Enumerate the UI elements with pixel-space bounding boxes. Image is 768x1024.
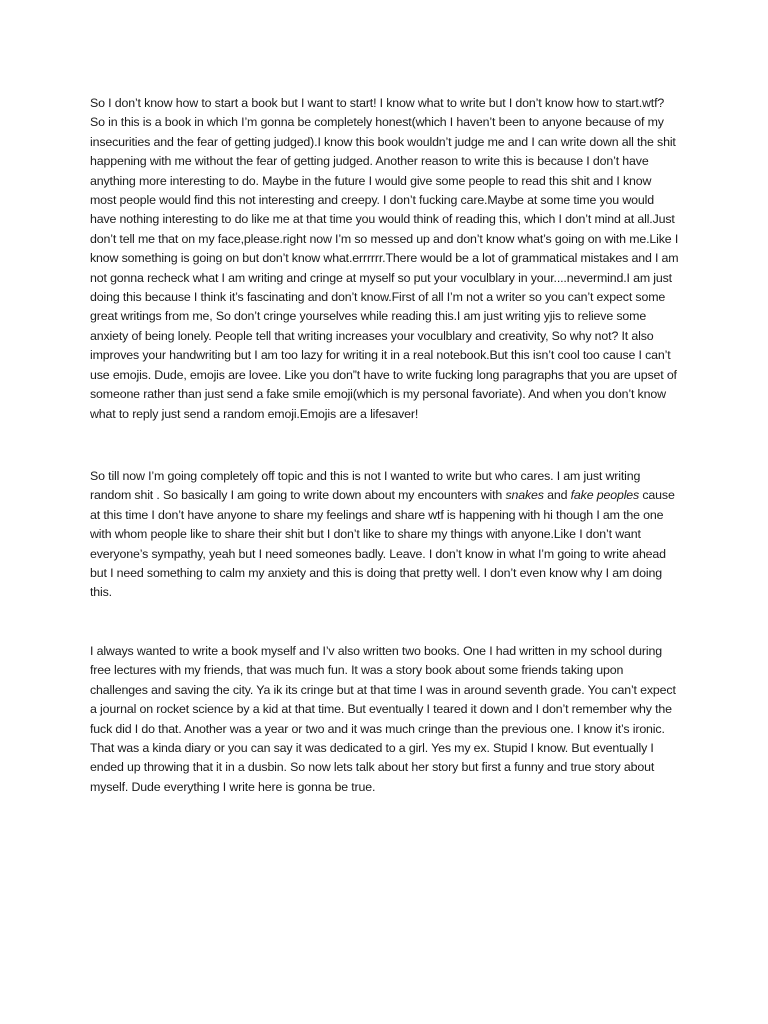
paragraph-2-text-a: So till now I’m going completely off topic and this is not I wanted to write but who cares. I am just writing random shit . So basically I am going to write down about my encounters with <box>90 469 641 503</box>
paragraph-1: So I don’t know how to start a book but I want to start! I know what to write but I don’t know how to start.wtf? So in this is a book in which I’m gonna be completely honest(which I haven’t been to anyone because of my insecurities and the fear of getting judged).I know this book wouldn’t judge me and I can write down all the shit happening with me without the fear of getting judged. Another reason to write this is because I don’t have anything more interesting to do. Maybe in the future I would give some people to read this shit and I know most people would find this not interesting and creepy. I don’t fucking care.Maybe at some time you would have nothing interesting to do like me at that time you would think of reading this, which I don’t mind at all.Just don’t tell me that on my face,please.right now I’m so messed up and don’t know what’s going on with me.Like I know something is going on but don’t know what.errrrrr.There would be a lot of grammatical mistakes and I am not gonna recheck what I am writing and cringe at myself so put your voculblary in your....nevermind.I am just doing this because I think it’s fascinating and don’t know.First of all I’m not a writer so you can’t expect some great writings from me, So don’t cringe yourselves while reading this.I am just writing yjis to relieve some anxiety of being lonely. People tell that writing increases your voculblary and creativity, So why not? It also improves your handwriting but I am too lazy for writing it in a real notebook.But this isn’t cool too cause I can’t use emojis. Dude, emojis are lovee. Like you don”t have to write fucking long paragraphs that you are upset of someone rather than just send a fake smile emoji(which is my personal favoriate). And when you don’t know what to reply just send a random emoji.Emojis are a lifesaver! <box>90 96 679 421</box>
paragraph-2 <box>90 467 680 603</box>
paragraph-3: I always wanted to write a book myself and I’v also written two books. One I had written in my school during free lectures with my friends, that was much fun. It was a story book about some friends taking upon challenges and saving the city. Ya ik its cringe but at that time I was in around seventh grade. You can’t expect a journal on rocket science by a kid at that time. But eventually I teared it down and I don’t remember why the fuck did I do that. Another was a year or two and it was much cringe than the previous one. I know it’s ironic. That was a kinda diary or you can say it was dedicated to a girl. Yes my ex. Stupid I know. But eventually I ended up throwing that it in a dusbin. So now lets talk about her story but first a funny and true story about myself. Dude everything I write here is gonna be true. <box>90 644 676 794</box>
paragraph-2-italic-fake-peoples: fake peoples <box>570 488 640 503</box>
paragraph-2-italic-snakes: snakes <box>505 488 544 503</box>
paragraph-2-text-c: cause at this time I don’t have anyone to share my feelings and share wtf is happening with hi though I am the one with whom people like to share their shit but I don’t like to share my things with anyone.Like I don’t want everyone’s sympathy, yeah but I need someones badly. Leave. I don’t know in what I’m going to write ahead but I need something to calm my anxiety and this is doing that pretty well. I don’t even know why I am doing this. <box>90 488 675 600</box>
paragraph-2-text-b: and <box>543 488 571 503</box>
